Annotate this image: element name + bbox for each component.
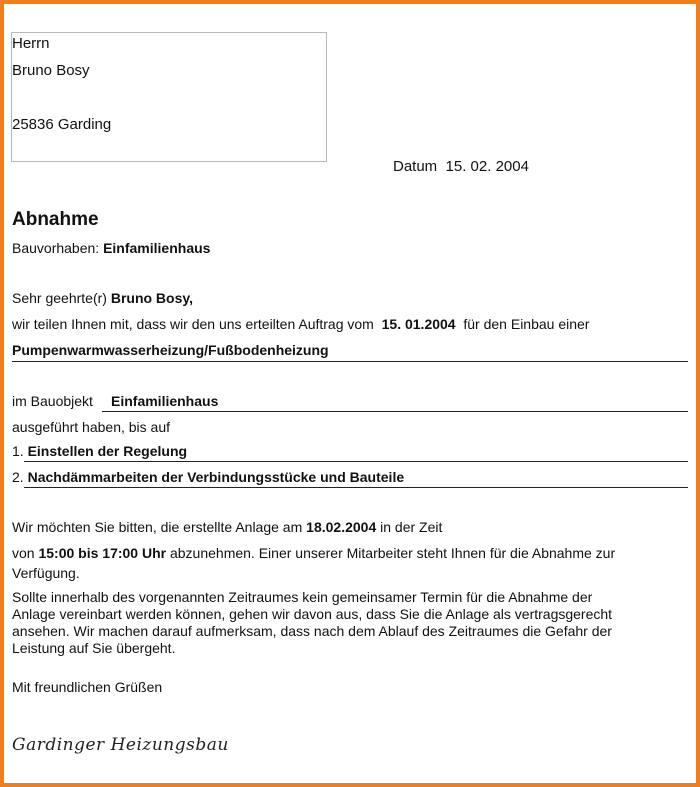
acceptance-time: 15:00 bis 17:00 Uhr [38, 545, 167, 561]
request-text: von [12, 545, 35, 561]
notice-line: Sollte innerhalb des vorgenannten Zeitraumes kein gemeinsamer Termin für die Abnahme der [12, 589, 593, 605]
exception-number: 2. [12, 469, 24, 485]
project-value: Einfamilienhaus [103, 240, 211, 256]
notice-line: ansehen. Wir machen darauf aufmerksam, dass nach dem Ablauf des Zeitraumes die Gefahr der [12, 623, 612, 639]
request-text: abzunehmen. Einer unserer Mitarbeiter steht Ihnen für die Abnahme zur [169, 545, 616, 561]
closing: Mit freundlichen Grüßen [12, 679, 163, 695]
intro-line [12, 316, 589, 333]
request-line-1 [12, 519, 442, 536]
exception-text: Einstellen der Regelung [27, 443, 188, 459]
greeting-prefix: Sehr geehrte(r) [12, 290, 107, 306]
divider [12, 361, 688, 362]
recipient-salutation: Herrn [12, 35, 50, 52]
intro-before: wir teilen Ihnen mit, dass wir den uns erteilten Auftrag vom [12, 316, 374, 332]
divider [102, 411, 688, 412]
document-title: Abnahme [12, 209, 99, 230]
exception-item [12, 443, 187, 460]
object-label: im Bauobjekt [12, 393, 93, 409]
signature: Gardinger Heizungsbau [12, 735, 229, 755]
recipient-city: 25836 Garding [12, 116, 112, 133]
project-label: Bauvorhaben: [12, 240, 100, 256]
acceptance-date: 18.02.2004 [306, 519, 377, 535]
date-label: Datum [393, 158, 438, 175]
divider [24, 461, 688, 462]
greeting [12, 290, 193, 307]
notice-line: Leistung auf Sie übergeht. [12, 640, 176, 656]
exception-text: Nachdämmarbeiten der Verbindungsstücke und Bauteile [27, 469, 405, 485]
exception-item [12, 469, 404, 486]
installation-type: Pumpenwarmwasserheizung/Fußbodenheizung [12, 342, 329, 358]
object-value: Einfamilienhaus [111, 393, 219, 409]
address-box [11, 32, 327, 162]
intro-after: für den Einbau einer [463, 316, 590, 332]
greeting-name: Bruno Bosy, [110, 290, 194, 306]
project-line [12, 240, 210, 257]
date-value: 15. 02. 2004 [445, 158, 529, 175]
recipient-name: Bruno Bosy [12, 62, 90, 79]
date-line [393, 158, 529, 175]
divider [24, 487, 688, 488]
request-line-3: Verfügung. [12, 565, 80, 581]
exception-number: 1. [12, 443, 24, 459]
executed-text: ausgeführt haben, bis auf [12, 419, 171, 435]
request-text: Wir möchten Sie bitten, die erstellte Anlage am [12, 519, 303, 535]
notice-line: Anlage vereinbart werden können, gehen wir davon aus, dass Sie die Anlage als vertragsgerecht [12, 606, 613, 622]
order-date: 15. 01.2004 [381, 316, 456, 332]
request-text: in der Zeit [380, 519, 443, 535]
request-line-2 [12, 545, 615, 562]
